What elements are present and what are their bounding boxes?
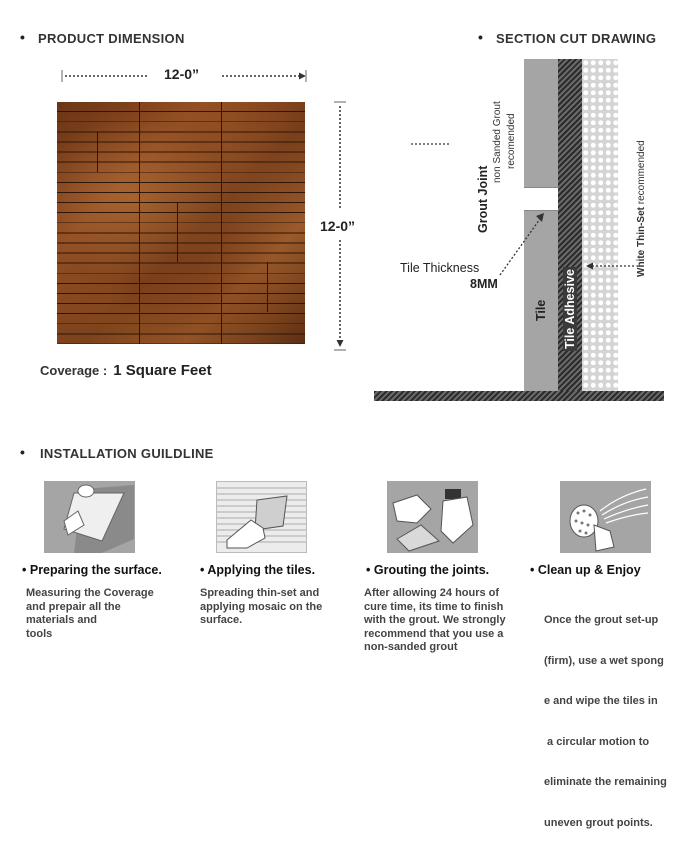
grout-leader-line [410, 141, 470, 147]
tile-column-cut [97, 132, 98, 172]
tile-thickness-arrow-icon [490, 205, 550, 285]
bullet-dot: • [20, 444, 25, 460]
grout-float-hands-icon [387, 481, 478, 553]
bullet-dot: • [478, 29, 483, 45]
step-2-description [200, 587, 350, 628]
step-4-line: e and wipe the tiles in [544, 695, 658, 707]
step-1-line: Measuring the Coverage [26, 587, 154, 599]
white-thinset-label [636, 140, 647, 277]
tile-column-cut [267, 262, 268, 312]
step-1-title-text: Preparing the surface. [29, 563, 162, 577]
trowel-hand-icon [216, 481, 307, 553]
bullet-dot: • [20, 29, 25, 45]
step-4-title: • Clean up & Enjoy [530, 563, 641, 577]
thin-set-arrow-icon [584, 259, 640, 273]
step-1-line: materials and [26, 614, 97, 626]
step-4-line: Once the grout set-up [544, 614, 659, 626]
measuring-hand-icon [44, 481, 135, 553]
tile-thickness-label: Tile Thickness [400, 261, 480, 275]
step-1-line: tools [26, 627, 53, 640]
step-3-description [364, 587, 529, 655]
step-2-title-text: Applying the tiles. [207, 563, 316, 577]
step-2-line: Spreading thin-set and [200, 587, 320, 599]
tile-column-cut [221, 102, 222, 344]
step-4-line: a circular motion to [544, 735, 650, 748]
grout-joint-label: Grout Joint [476, 165, 490, 233]
width-label: 12-0” [164, 66, 200, 82]
step-4-title-text: Clean up & Enjoy [537, 563, 641, 577]
step-3-line: recommend that you use a [364, 627, 504, 640]
step-3-title: • Grouting the joints. [366, 563, 490, 577]
tile-column-cut [139, 102, 140, 344]
grout-note-line-1: non Sanded Grout [492, 101, 503, 183]
step-2-title: • Applying the tiles. [200, 563, 316, 577]
step-4-line: eliminate the remaining [544, 776, 667, 788]
copper-mosaic-tile-sheet [57, 102, 305, 344]
step-3-line: After allowing 24 hours of [364, 587, 500, 599]
step-4-line: uneven grout points. [544, 816, 653, 829]
thin-set-layer [582, 59, 618, 391]
white-thinset-name: White Thin-Set [636, 207, 647, 277]
section-cut-title: SECTION CUT DRAWING [496, 31, 657, 46]
step-1-description [26, 587, 196, 641]
tile-label: Tile [534, 299, 548, 321]
installation-title: INSTALLATION GUILDLINE [40, 446, 214, 461]
step-3-line: non-sanded grout [364, 641, 458, 653]
step-4-description [544, 587, 694, 844]
tile-thickness-value: 8MM [470, 277, 498, 291]
coverage-value: 1 Square Feet [113, 362, 212, 379]
height-label: 12-0” [320, 218, 356, 234]
step-1-line: and prepair all the [26, 600, 121, 613]
grout-note-line-2: recomended [506, 113, 517, 169]
tile-column-cut [177, 202, 178, 262]
coverage-label: Coverage : [40, 363, 108, 378]
step-3-line: with the grout. We strongly [364, 614, 506, 626]
step-3-title-text: Grouting the joints. [373, 563, 490, 577]
coverage-row [40, 362, 212, 379]
step-2-line: surface. [200, 614, 243, 626]
step-1-title: • Preparing the surface. [22, 563, 162, 577]
white-thinset-note: recommended [636, 140, 647, 205]
step-4-line: (firm), use a wet spong [544, 654, 664, 667]
section-cut-drawing [370, 55, 670, 405]
product-dimension-title: PRODUCT DIMENSION [38, 31, 185, 46]
sponge-wipe-hand-icon [560, 481, 651, 553]
step-2-line: applying mosaic on the [200, 600, 323, 613]
step-3-line: cure time, its time to finish [364, 600, 504, 613]
width-dimension [60, 68, 308, 84]
tile-adhesive-label: Tile Adhesive [563, 269, 577, 349]
upper-tile-block [524, 59, 558, 187]
base-floor-layer [374, 391, 664, 401]
